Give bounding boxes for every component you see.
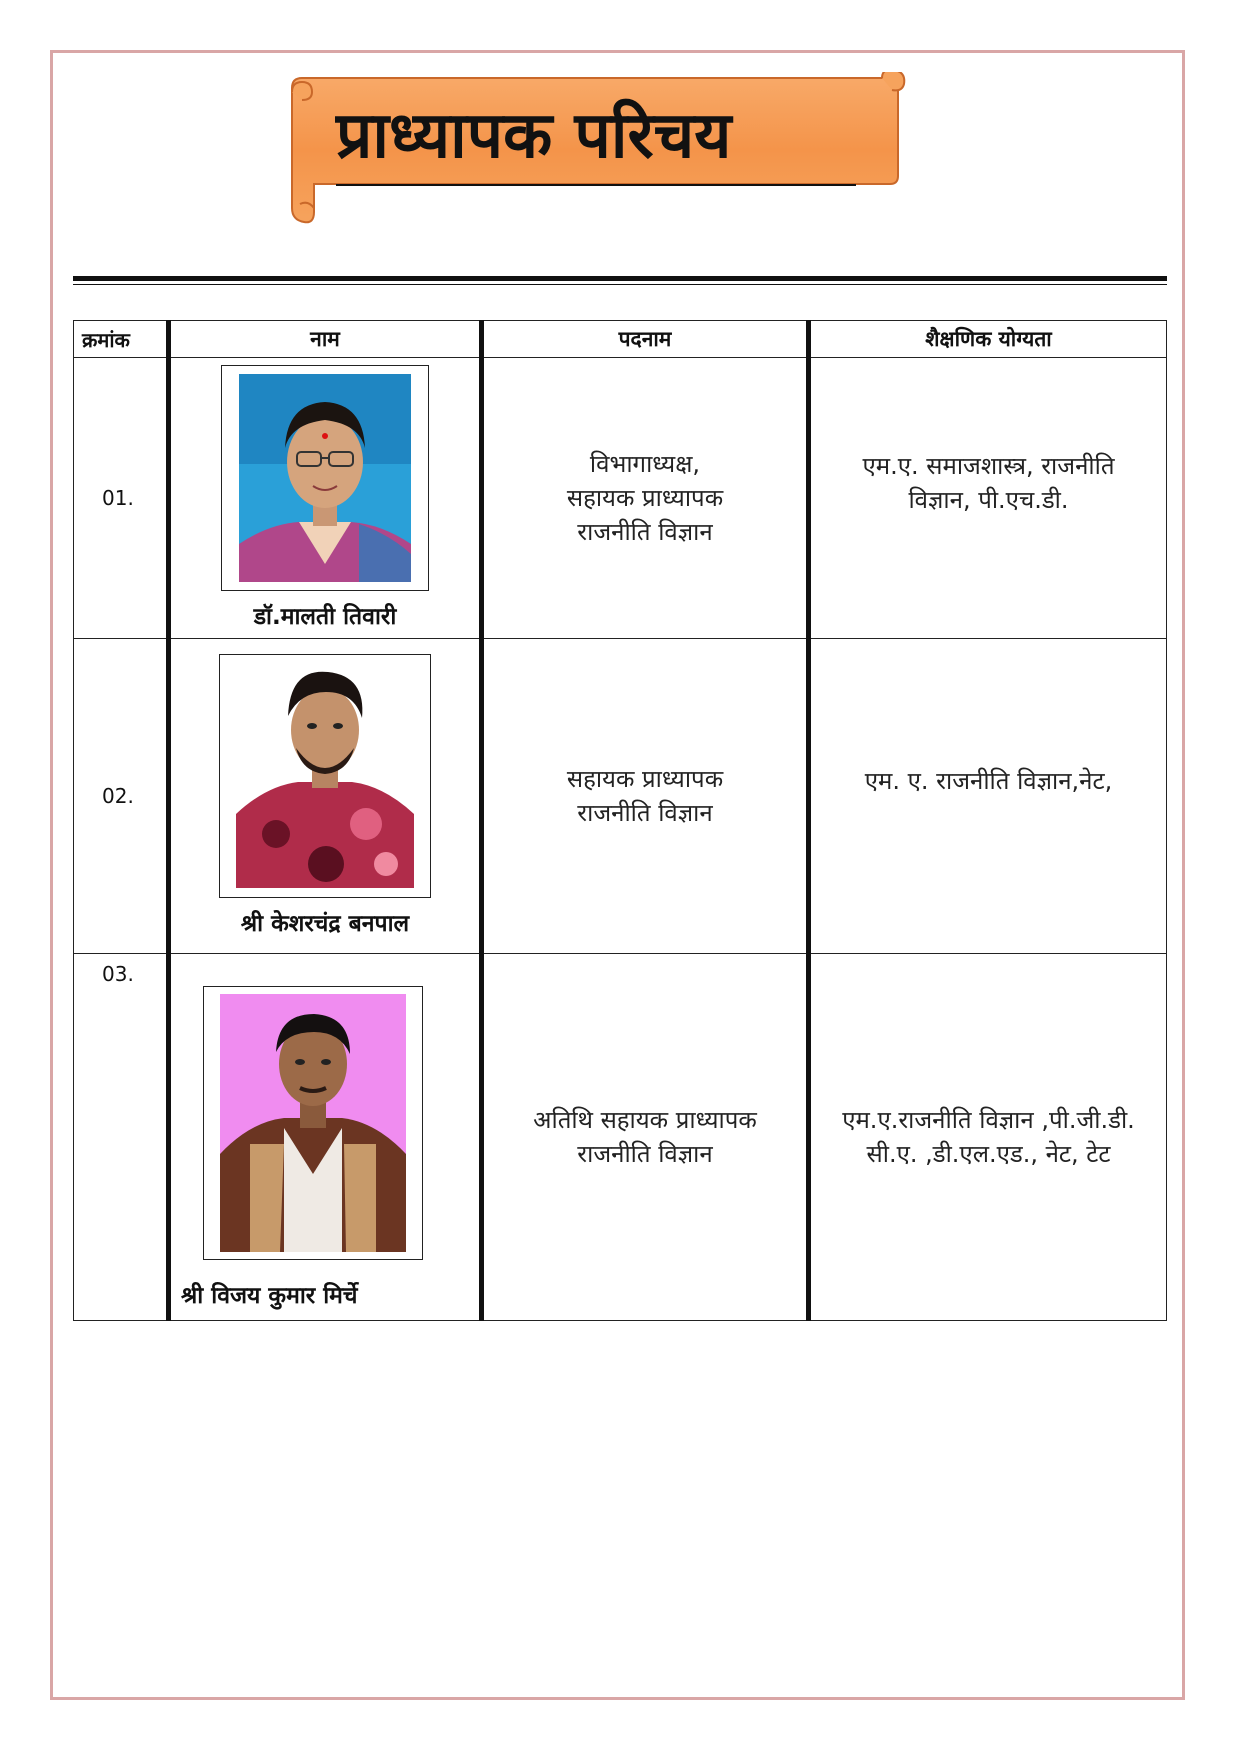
designation-cell — [482, 358, 809, 639]
faculty-table — [73, 320, 1167, 1321]
column-header-serial: क्रमांक — [74, 321, 169, 358]
faculty-name: श्री केशरचंद्र बनपाल — [240, 911, 410, 937]
photo-frame — [203, 986, 423, 1260]
header-rule-thin — [73, 284, 1167, 285]
designation-line: राजनीति विज्ञान — [577, 518, 713, 546]
name-cell — [169, 954, 482, 1321]
faculty-name: डॉ.मालती तिवारी — [253, 604, 397, 630]
designation-cell — [482, 954, 809, 1321]
photo-frame — [221, 365, 429, 591]
serial-cell: 03. — [74, 954, 169, 1321]
qualification-cell — [809, 639, 1167, 954]
faculty-name: श्री विजय कुमार मिर्चे — [181, 1283, 358, 1309]
table-row — [74, 954, 1167, 1321]
qualification-line: सी.ए. ,डी.एल.एड., नेट, टेट — [866, 1140, 1111, 1168]
column-header-designation: पदनाम — [482, 321, 809, 358]
faculty-photo-1 — [239, 374, 411, 582]
designation-line: सहायक प्राध्यापक — [566, 484, 724, 512]
photo-frame — [219, 654, 431, 898]
page-title: प्राध्यापक परिचय — [336, 86, 856, 186]
name-cell — [169, 639, 482, 954]
title-banner — [288, 72, 928, 232]
designation-line: अतिथि सहायक प्राध्यापक — [533, 1106, 757, 1134]
name-cell — [169, 358, 482, 639]
designation-line: सहायक प्राध्यापक — [566, 765, 724, 793]
qualification-cell — [809, 358, 1167, 639]
table-header-row — [74, 321, 1167, 358]
qualification-line: एम.ए.राजनीति विज्ञान ,पी.जी.डी. — [842, 1106, 1135, 1134]
qualification-line: एम.ए. समाजशास्त्र, राजनीति — [862, 452, 1115, 480]
serial-cell: 01. — [74, 358, 169, 639]
table-row — [74, 358, 1167, 639]
designation-line: राजनीति विज्ञान — [577, 1140, 713, 1168]
serial-cell: 02. — [74, 639, 169, 954]
qualification-line: विज्ञान, पी.एच.डी. — [908, 486, 1069, 514]
faculty-photo-2 — [236, 664, 414, 888]
column-header-qualification: शैक्षणिक योग्यता — [809, 321, 1167, 358]
header-rule-thick — [73, 276, 1167, 281]
designation-cell — [482, 639, 809, 954]
qualification-line: एम. ए. राजनीति विज्ञान,नेट, — [864, 767, 1113, 795]
table-row — [74, 639, 1167, 954]
designation-line: राजनीति विज्ञान — [577, 799, 713, 827]
column-header-name: नाम — [169, 321, 482, 358]
qualification-cell — [809, 954, 1167, 1321]
faculty-photo-3 — [220, 994, 406, 1252]
designation-line: विभागाध्यक्ष, — [589, 450, 701, 478]
